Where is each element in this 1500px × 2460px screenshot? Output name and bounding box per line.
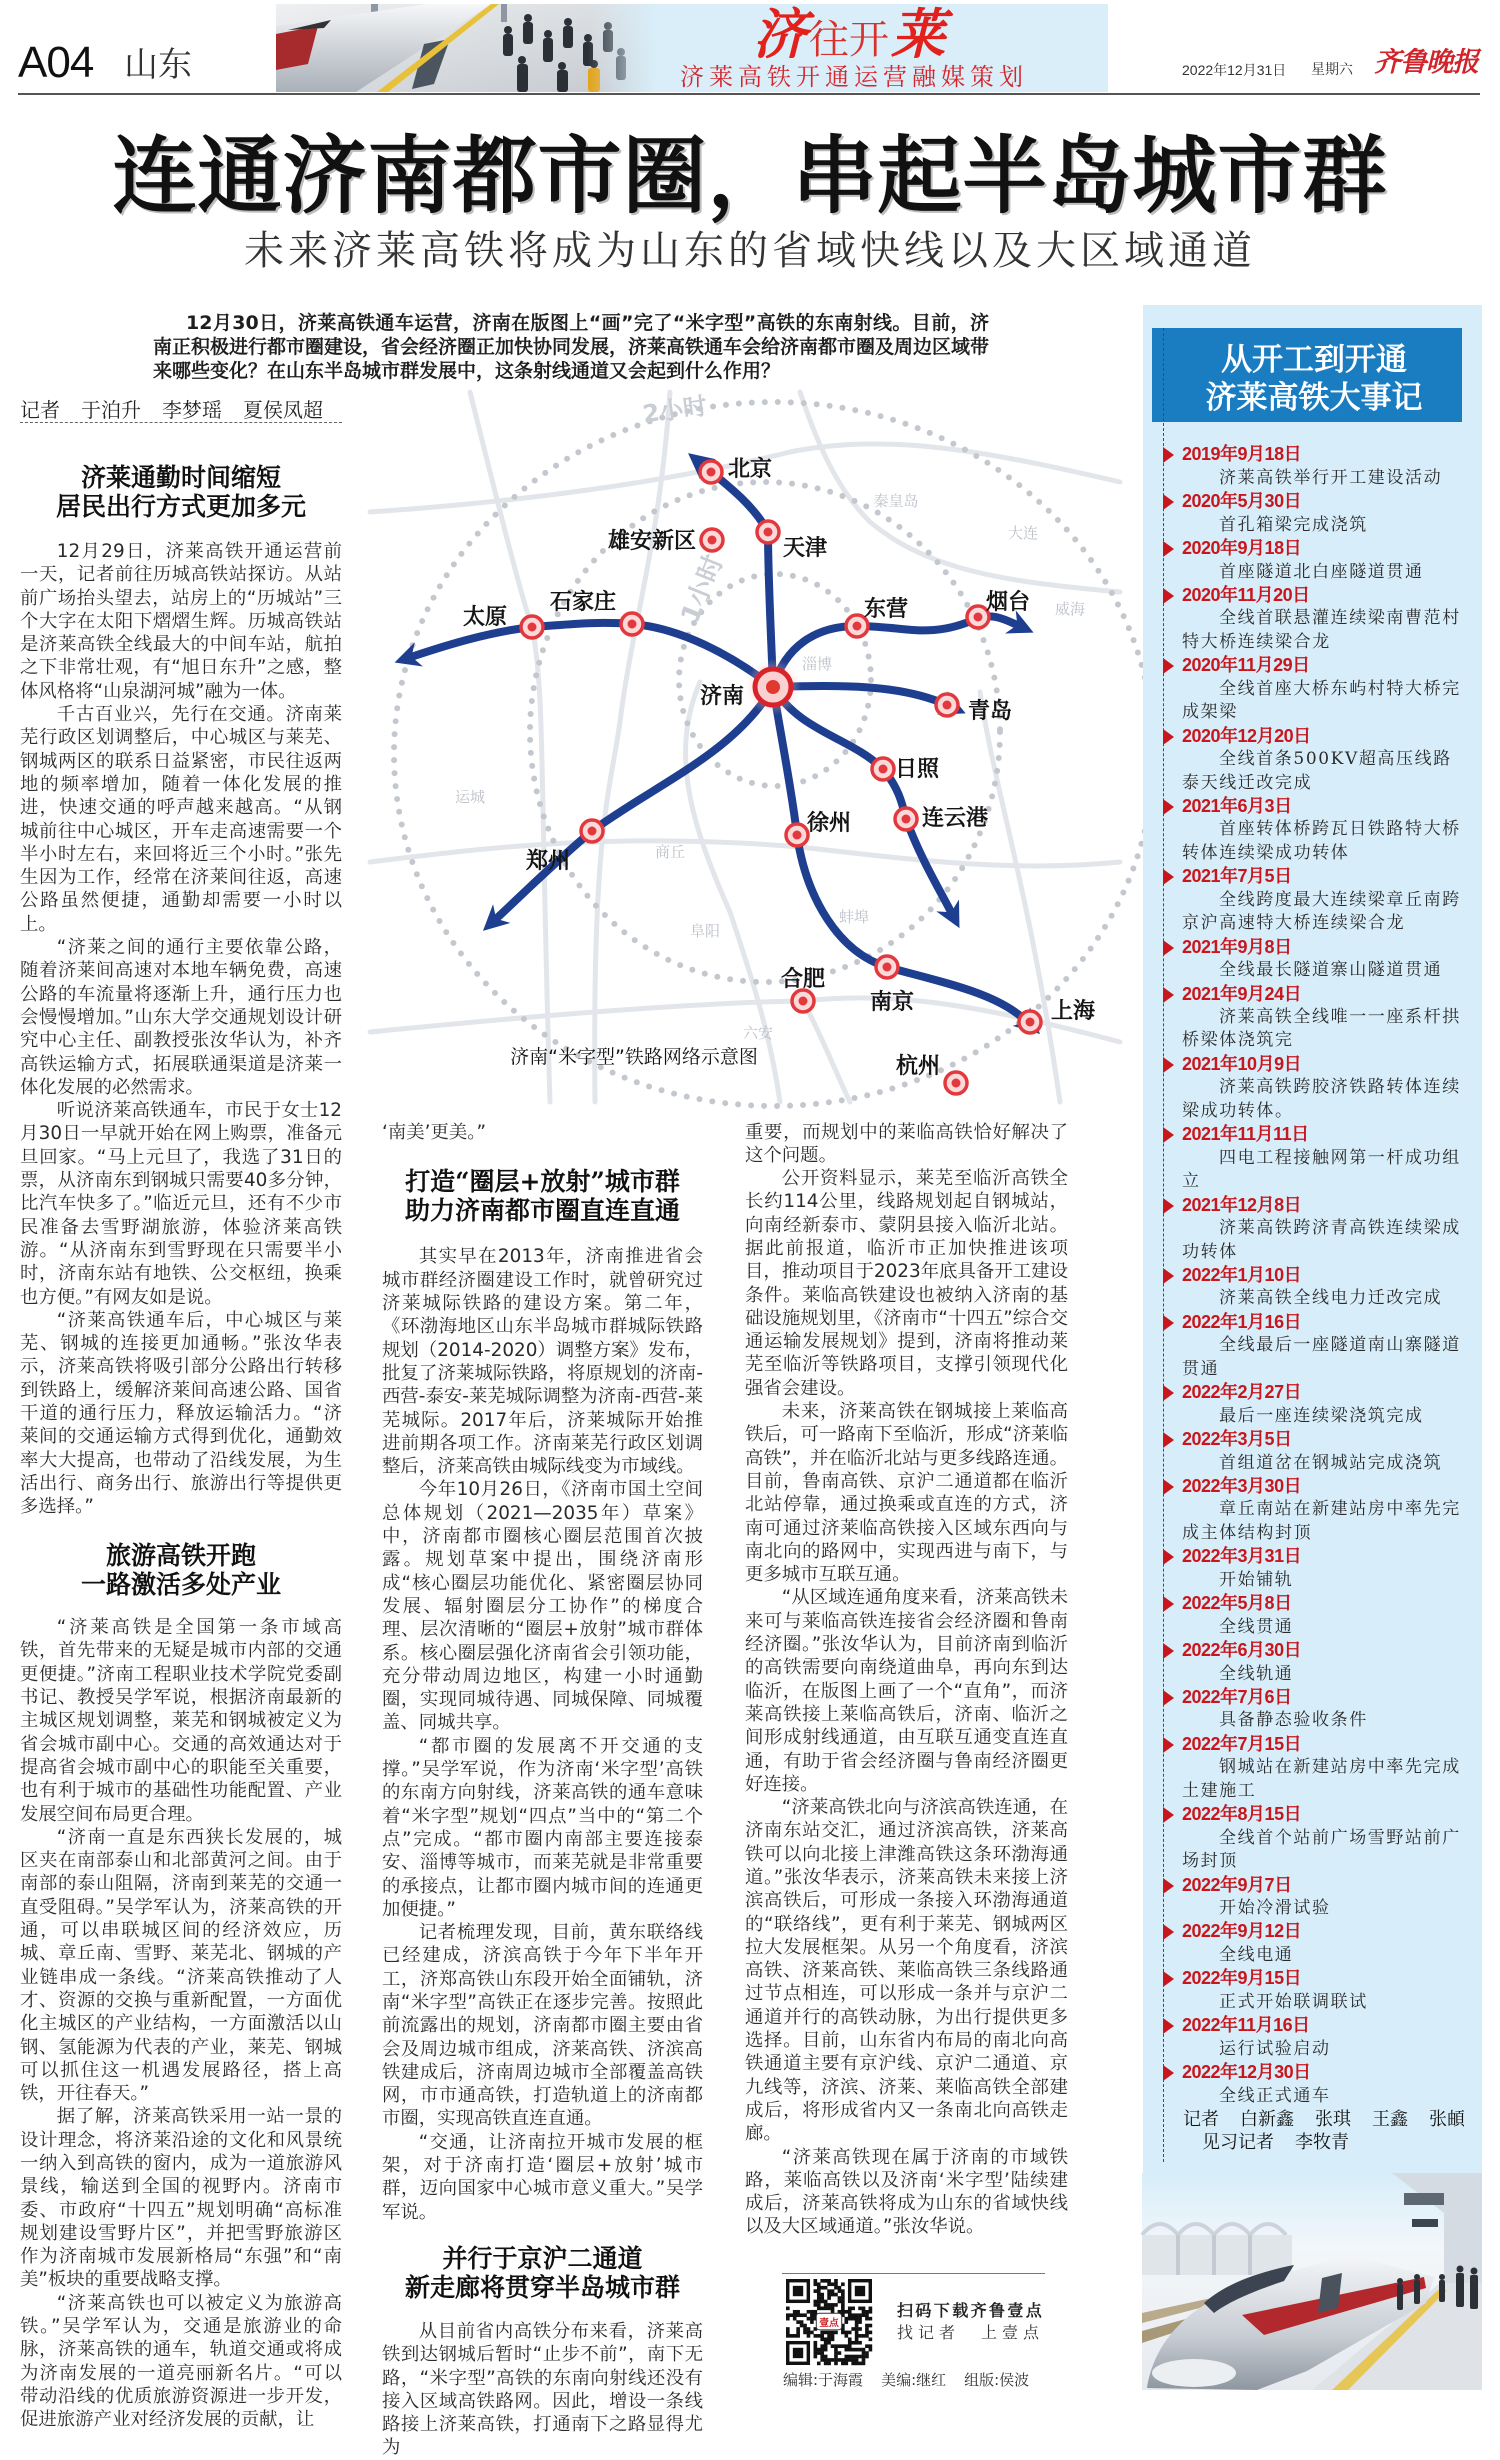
triangle-marker-icon (1163, 588, 1174, 604)
event-date (1182, 1264, 1465, 1287)
banner-photo (276, 4, 656, 92)
event-description: 四电工程接触网第一杆成功组立 (1182, 1147, 1461, 1192)
banner-subtitle: 济莱高铁开通运营融媒策划 (680, 63, 1028, 91)
city-label-nanjing: 南京 (869, 990, 915, 1015)
city-label-zhengzhou: 郑州 (525, 849, 571, 874)
event-description: 全线首座大桥东屿村特大桥完成架梁 (1182, 678, 1461, 723)
triangle-marker-icon (1163, 1643, 1174, 1659)
triangle-marker-icon (1163, 729, 1174, 745)
event-date (1182, 983, 1465, 1006)
timeline-sidebar (1143, 305, 1482, 2390)
event-date (1182, 1053, 1465, 1076)
event-date (1182, 654, 1465, 677)
city-label-rizhao: 日照 (894, 757, 940, 782)
timeline-event (1182, 2014, 1465, 2061)
timeline-event (1182, 584, 1465, 654)
city-label-shijiazhuang: 石家庄 (549, 590, 617, 615)
paragraph: “济南一直是东西狭长发展的，城区夹在南部泰山和北部黄河之间。由于南部的泰山阻隔，济南到莱芜的交通一直受阻碍。”吴学军认为，济莱高铁的开通，可以串联城区间的经济效应，历城、章丘南、雪野、莱芜北、钢城的产业链串成一条线。“济莱高铁推动了人才、资源的交换与重新配置，一方面优化主城区的产业结构，一方面激活以山钢、氢能源为代表的产业，莱芜、钢城可以抓住这一机遇发展路径，搭上高铁，开往春天。” (20, 1826, 342, 2105)
event-date-text: 2021年9月8日 (1182, 936, 1292, 957)
triangle-marker-icon (1163, 940, 1174, 956)
timeline-event (1182, 1053, 1465, 1123)
event-description: 全线首条500KV超高压线路泰天线迁改完成 (1182, 749, 1452, 793)
city-label-xiongan: 雄安新区 (607, 529, 697, 554)
place-label-luan: 六安 (742, 1024, 774, 1042)
timeline-event (1182, 1803, 1465, 1873)
triangle-marker-icon (1163, 541, 1174, 557)
qr-caption-line: 找记者 上壹点 (897, 2323, 1045, 2342)
event-date-text: 2022年1月10日 (1182, 1264, 1302, 1285)
section-heading-line: 旅游高铁开跑 (105, 1541, 256, 1571)
event-date-text: 2020年12月20日 (1182, 725, 1311, 746)
header-divider (18, 93, 1480, 95)
event-description: 济莱高铁跨济青高铁连续梁成功转体 (1182, 1218, 1461, 1262)
event-date-text: 2020年11月20日 (1182, 584, 1310, 605)
triangle-marker-icon (1163, 658, 1174, 674)
event-date (1182, 1639, 1465, 1662)
place-label-weihai: 威海 (1054, 600, 1086, 618)
event-date (1182, 2061, 1465, 2084)
event-date (1182, 1428, 1465, 1451)
newspaper-logo: 齐鲁晚报 (1374, 47, 1478, 78)
timeline-event (1182, 936, 1465, 983)
footer-divider (782, 2273, 1045, 2274)
event-date (1182, 1592, 1465, 1615)
qr-caption-line: 扫码下载齐鲁壹点 (897, 2301, 1045, 2320)
banner-title-char-ji: 济 (753, 2, 807, 66)
timeline-event (1182, 725, 1465, 795)
event-date-text: 2021年6月3日 (1182, 796, 1292, 816)
paragraph: “济莱高铁北向与济滨高铁连通，在济南东站交汇，通过济滨高铁，济莱高铁可以向北接上津潍高铁这条环渤海通道。”张汝华表示，济莱高铁未来接上济滨高铁后，可形成一条接入环渤海通道的“联络线”，更有利于莱芜、钢城两区拉大发展框架。从另一个角度看，济滨高铁、济莱高铁、莱临高铁三条线路通过节点相连，可以形成一条并与京沪二通道并行的高铁动脉，为出行提供更多选择。目前，山东省内布局的南北向高铁通道主要有京沪线、京沪二通道、京九线等，济滨、济莱、莱临高铁全部建成后，将形成省内又一条南北向高铁走廊。 (745, 1797, 1068, 2145)
city-label-hangzhou: 杭州 (895, 1054, 941, 1079)
event-description: 全线正式通车 (1219, 2085, 1331, 2106)
paragraph: “济莱高铁也可以被定义为旅游高铁。”吴学军认为，交通是旅游业的命脉，济莱高铁的通车，轨道交通或将成为济南发展的一道亮丽新名片。“可以带动沿线的优质旅游资源进一步开发，促进旅游产业对经济发展的贡献，让 (20, 2292, 342, 2431)
timeline-event (1182, 865, 1465, 935)
interns-label: 见习记者 (1202, 2132, 1274, 2154)
event-date (1182, 1475, 1465, 1498)
event-description: 全线最后一座隧道南山寨隧道贯通 (1182, 1335, 1461, 1379)
page-number: A04 (18, 38, 94, 87)
paragraph: 其实早在2013年，济南推进省会城市群经济圈建设工作时，就曾研究过济莱城际铁路的建设方案。第二年，《环渤海地区山东半岛城市群城际铁路规划（2014-2020）调整方案》发布，批复了济莱城际铁路，将原规划的济南-西营-泰安-莱芜城际调整为济南-西营-莱芜城际。2017年后，济莱城际开始推进前期各项工作。济南莱芜行政区划调整后，济莱高铁由城际线变为市域线。 (382, 1246, 703, 1478)
event-date (1182, 1920, 1465, 1943)
event-date (1182, 1967, 1465, 1990)
paragraph: 公开资料显示，莱芜至临沂高铁全长约114公里，线路规划起自钢城站，向南经新泰市、蒙阴县接入临沂北站。据此前报道，临沂市正加快推进该项目，推动项目于2023年底具备开工建设条件。莱临高铁建设也被纳入济南的基础设施规划里，《济南市“十四五”综合交通运输发展规划》提到，济南将推动莱芜至临沂等铁路项目，支撑引领现代化强省会建设。 (745, 1168, 1068, 1399)
paragraph: 未来，济莱高铁在钢城接上莱临高铁后，可一路南下至临沂，形成“济莱临高铁”，并在临沂北站与更多线路连通。目前，鲁南高铁、京沪二通道都在临沂北站停靠，通过换乘或直连的方式，济南可通过济莱临高铁接入区域东西向与南北向的路网中，实现西进与南下，与更多城市互联互通。 (745, 1401, 1068, 1586)
byline (20, 398, 342, 423)
event-description: 章丘南站在新建站房中率先完成主体结构封顶 (1182, 1499, 1461, 1543)
section-heading-line: 助力济南都市圈直连直通 (404, 1196, 680, 1226)
triangle-marker-icon (1163, 1385, 1174, 1401)
event-date-text: 2022年9月15日 (1182, 1968, 1302, 1989)
event-date-text: 2022年9月12日 (1182, 1921, 1302, 1942)
event-date-text: 2022年3月30日 (1182, 1475, 1302, 1496)
section-heading (382, 2244, 703, 2302)
timeline-event (1182, 490, 1465, 537)
triangle-marker-icon (1163, 1878, 1174, 1894)
place-label-zibo: 淄博 (801, 655, 833, 673)
timeline-title-line: 从开工到开通 (1221, 342, 1407, 378)
special-report-banner (276, 4, 1108, 92)
city-label-taiyuan: 太原 (462, 605, 508, 630)
place-label-fuyang: 阜阳 (689, 922, 721, 940)
byline-name: 夏侯凤超 (243, 398, 323, 422)
event-description: 首孔箱梁完成浇筑 (1219, 514, 1368, 535)
paragraph: 千古百业兴，先行在交通。济南莱芜行政区划调整后，中心城区与莱芜、钢城两区的联系日益紧密，市民往返两地的频率增加，随着一体化发展的推进，快速交通的呼声越来越高。“从钢城前往中心城区，开车走高速需要一个半小时左右，来回将近三个小时。”张先生因为工作，经常在济莱间往返，高速公路虽然便捷，通勤却需要一小时以上。 (20, 704, 342, 935)
event-description: 开始铺轨 (1219, 1569, 1294, 1590)
city-label-tianjin: 天津 (782, 536, 828, 561)
event-date (1182, 443, 1465, 466)
triangle-marker-icon (1163, 2018, 1174, 2034)
event-date-text: 2022年9月7日 (1182, 1874, 1292, 1895)
triangle-marker-icon (1163, 447, 1174, 463)
event-date-text: 2019年9月18日 (1182, 444, 1302, 465)
city-label-hefei: 合肥 (780, 967, 826, 992)
timeline-credits (1183, 2108, 1465, 2155)
event-date-text: 2022年3月5日 (1182, 1429, 1292, 1450)
triangle-marker-icon (1163, 799, 1174, 815)
city-label-jinan: 济南 (699, 684, 745, 709)
city-label-xuzhou: 徐州 (806, 811, 852, 836)
event-description: 开始冷滑试验 (1219, 1898, 1331, 1918)
triangle-marker-icon (1163, 1479, 1174, 1495)
timeline-event (1182, 1123, 1465, 1193)
event-description: 具备静态验收条件 (1219, 1710, 1368, 1731)
event-date (1182, 2014, 1465, 2037)
reporter-name: 张琪 (1315, 2109, 1351, 2130)
event-date-text: 2022年3月31日 (1182, 1546, 1302, 1567)
event-date-text: 2021年9月24日 (1182, 983, 1302, 1004)
event-description: 首座隧道北白座隧道贯通 (1219, 561, 1424, 582)
timeline-event (1182, 1381, 1465, 1428)
event-description: 济莱高铁全线电力迁改完成 (1219, 1288, 1443, 1309)
credit-designer: 美编:继红 (881, 2371, 947, 2389)
timeline-event (1182, 2061, 1465, 2108)
event-date (1182, 725, 1465, 748)
article-column-3 (745, 1121, 1068, 2239)
event-date-text: 2022年12月30日 (1182, 2062, 1311, 2083)
triangle-marker-icon (1163, 869, 1174, 885)
event-description: 济莱高铁跨胶济铁路转体连续梁成功转体。 (1182, 1077, 1461, 1121)
triangle-marker-icon (1163, 1127, 1174, 1143)
triangle-marker-icon (1163, 1057, 1174, 1073)
paragraph: 今年10月26日，《济南市国土空间总体规划（2021—2035年）草案》中，济南都市圈核心圈层范围首次披露。规划草案中提出，围绕济南形成“核心圈层功能优化、紧密圈层协同发展、辐射圈层分工协作”的梯度合理、层次清晰的“圈层+放射”城市群体系。核心圈层强化济南省会引领功能，充分带动周边地区，构建一小时通勤圈，实现同城待遇、同城保障、同城覆盖、同城共享。 (382, 1479, 703, 1734)
event-description: 首组道岔在钢城站完成浇筑 (1219, 1452, 1443, 1473)
section-heading-line: 打造“圈层+放射”城市群 (405, 1167, 680, 1197)
event-date (1182, 1123, 1465, 1146)
timeline-event (1182, 443, 1465, 490)
paragraph: 从目前省内高铁分布来看，济莱高铁到达钢城后暂时“止步不前”，南下无路，“米字型”高铁的东南向射线还没有接入区域高铁路网。因此，增设一条线路接上济莱高铁，打通南下之路显得尤为 (382, 2320, 703, 2459)
timeline-event (1182, 1311, 1465, 1381)
map-caption: 济南“米字型”铁路网络示意图 (510, 1046, 758, 1068)
event-description: 全线首联悬灌连续梁南曹范村特大桥连续梁合龙 (1182, 608, 1461, 652)
event-date-text: 2022年5月8日 (1182, 1593, 1292, 1614)
event-date (1182, 1803, 1465, 1826)
paragraph: 记者梳理发现，目前，黄东联络线已经建成，济滨高铁于今年下半年开工，济郑高铁山东段开始全面铺轨，济南“米字型”高铁正在逐步完善。按照此前流露出的规划，济南都市圈主要由省会及周边城市组成，济莱高铁、济滨高铁建成后，济南周边城市全部覆盖高铁网，市市通高铁，打造轨道上的济南都市圈，实现高铁直连直通。 (382, 1922, 703, 2130)
timeline-reporters (1183, 2108, 1465, 2131)
place-label-shangqiu: 商丘 (654, 843, 686, 861)
lead-paragraph: 12月30日，济莱高铁通车运营，济南在版图上“画”完了“米字型”高铁的东南射线。目前，济南正积极进行都市圈建设，省会经济圈正加快协同发展，济莱高铁通车会给济南都市圈及周边区域带来哪些变化？在山东半岛城市群发展中，这条射线通道又会起到什么作用？ (153, 312, 990, 382)
event-date-text: 2022年1月16日 (1182, 1311, 1302, 1332)
event-date (1182, 537, 1465, 560)
triangle-marker-icon (1163, 1807, 1174, 1823)
byline-name: 于泊升 (81, 398, 141, 422)
triangle-marker-icon (1163, 1432, 1174, 1448)
paragraph: 据了解，济莱高铁采用一站一景的设计理念，将济莱沿途的文化和风景统一纳入到高铁的窗内，成为一道旅游风景线，输送到全国的视野内。济南市委、市政府“十四五”规划明确“高标准规划建设雪野片区”，并把雪野旅游区作为济南城市发展新格局“东强”和“南美”板块的重要战略支撑。 (20, 2106, 342, 2291)
place-label-dalian: 大连 (1007, 524, 1039, 542)
intern-name: 李牧青 (1295, 2132, 1349, 2154)
triangle-marker-icon (1163, 1198, 1174, 1214)
event-description: 首座转体桥跨瓦日铁路特大桥转体连续梁成功转体 (1182, 819, 1461, 863)
reporters-label: 记者 (1183, 2109, 1219, 2130)
triangle-marker-icon (1163, 1315, 1174, 1331)
timeline-event (1182, 1686, 1465, 1733)
place-label-bengbu: 蚌埠 (838, 908, 870, 926)
timeline-event (1182, 1967, 1465, 2014)
section-heading-line: 并行于京沪二通道 (442, 2243, 643, 2273)
event-description: 全线最长隧道寨山隧道贯通 (1219, 960, 1443, 981)
timeline-event (1182, 654, 1465, 724)
paragraph: “从区域连通角度来看，济莱高铁未来可与莱临高铁连接省会经济圈和鲁南经济圈。”张汝华认为，目前济南到临沂的高铁需要向南绕道曲阜，再向东到达临沂，在版图上画了一个“直角”，而济莱高铁接上莱临高铁后，济南、临沂之间形成射线通道，由互联互通变直连直通，有助于省会经济圈与鲁南经济圈更好连接。 (745, 1587, 1068, 1795)
byline-name: 李梦瑶 (162, 398, 222, 422)
issue-date: 2022年12月31日 (1182, 62, 1287, 78)
place-label-qinhuangdao: 秦皇岛 (873, 492, 919, 510)
credit-editor: 编辑:于海霞 (783, 2371, 864, 2389)
timeline-event (1182, 1639, 1465, 1686)
event-date-text: 2021年7月5日 (1182, 866, 1292, 887)
triangle-marker-icon (1163, 1690, 1174, 1706)
credit-layout: 组版:侯波 (964, 2371, 1030, 2389)
paragraph: “交通，让济南拉开城市发展的框架，对于济南打造‘圈层+放射’城市群，迈向国家中心城市意义重大。”吴学军说。 (382, 2131, 703, 2223)
event-date (1182, 1311, 1465, 1334)
timeline-events (1182, 443, 1465, 2108)
event-description: 济莱高铁全线唯一一座系杆拱桥梁体浇筑完 (1182, 1007, 1461, 1051)
timeline-event (1182, 1194, 1465, 1264)
ring-label-2h: 2小时 (640, 391, 709, 429)
timeline-title-line: 济莱高铁大事记 (1205, 380, 1423, 416)
train-photo (1142, 2173, 1482, 2390)
banner-title-middle: 往开 (809, 17, 889, 63)
paragraph: 听说济莱高铁通车，市民于女士12月30日一早就开始在网上购票，准备元旦回家。“马上元旦了，我选了31日的票，从济南东到钢城只需要40多分钟，比汽车快多了。”临近元旦，还有不少市民准备去雪野湖旅游，体验济莱高铁游。“从济南东到雪野现在只需要半小时，济南东站有地铁、公交枢纽，换乘也方便。”有网友如是说。 (20, 1100, 342, 1308)
railway-network-map (370, 392, 1120, 1102)
timeline-event (1182, 795, 1465, 865)
timeline-event (1182, 1545, 1465, 1592)
timeline-interns (1183, 2131, 1465, 2154)
city-label-beijing: 北京 (727, 457, 773, 482)
event-date-text: 2022年8月15日 (1182, 1804, 1302, 1825)
event-date-text: 2020年9月18日 (1182, 538, 1302, 559)
page-headline: 连通济南都市圈，串起半岛城市群 (112, 126, 1388, 225)
event-date (1182, 865, 1465, 888)
event-description: 最后一座连续梁浇筑完成 (1219, 1405, 1424, 1426)
triangle-marker-icon (1163, 1596, 1174, 1612)
reporter-name: 王鑫 (1372, 2109, 1408, 2130)
event-description: 钢城站在新建站房中率先完成土建施工 (1182, 1757, 1461, 1801)
timeline-event (1182, 1874, 1465, 1921)
event-date (1182, 1686, 1465, 1709)
section-heading-line: 新走廊将贯穿半岛城市群 (404, 2272, 680, 2302)
editorial-credits (783, 2371, 1029, 2389)
timeline-event (1182, 1475, 1465, 1545)
qr-code (785, 2279, 873, 2365)
event-description: 全线跨度最大连续梁章丘南跨京沪高速特大桥连续梁合龙 (1182, 889, 1461, 934)
triangle-marker-icon (1163, 2065, 1174, 2081)
triangle-marker-icon (1163, 1549, 1174, 1565)
event-description: 正式开始联调联试 (1219, 1991, 1368, 2012)
event-date (1182, 1194, 1465, 1217)
timeline-event (1182, 537, 1465, 584)
event-description: 全线轨通 (1219, 1663, 1294, 1684)
triangle-marker-icon (1163, 987, 1174, 1003)
event-date-text: 2022年7月15日 (1182, 1733, 1302, 1754)
section-heading (382, 1167, 703, 1225)
ring-label-1h: 1小时 (675, 550, 730, 628)
triangle-marker-icon (1163, 494, 1174, 510)
event-date-text: 2020年11月29日 (1182, 655, 1310, 676)
page-subheadline: 未来济莱高铁将成为山东的省域快线以及大区域通道 (244, 228, 1256, 274)
city-label-qingdao: 青岛 (967, 699, 1013, 724)
event-date-text: 2021年12月8日 (1182, 1194, 1302, 1215)
event-date (1182, 490, 1465, 513)
article-column-2 (382, 1121, 703, 2460)
event-description: 运行试验启动 (1219, 2038, 1331, 2059)
place-label-yuncheng: 运城 (454, 788, 486, 806)
timeline-event (1182, 1733, 1465, 1803)
event-description: 全线贯通 (1219, 1616, 1294, 1637)
paragraph: “济莱之间的通行主要依靠公路，随着济莱间高速对本地车辆免费，高速公路的车流量将逐渐上升，通行压力也会慢慢增加。”山东大学交通规划设计研究中心主任、副教授张汝华认为，补齐高铁运输方式，拓展联通渠道是济莱一体化发展的必然需求。 (20, 937, 342, 1098)
city-label-yantai: 烟台 (985, 590, 1031, 615)
issue-weekday: 星期六 (1311, 62, 1353, 78)
paragraph: 12月29日，济莱高铁开通运营前一天，记者前往历城高铁站探访。从站前广场抬头望去，站房上的“历城站”三个大字在太阳下熠熠生辉。历城高铁站是济莱高铁全线最大的中间车站，航拍之下非常壮观，有“旭日东升”之感，整体风格将“山泉湖河城”融为一体。 (20, 541, 342, 702)
paragraph: “济莱高铁是全国第一条市域高铁，首先带来的无疑是城市内部的交通更便捷。”济南工程职业技术学院党委副书记、教授吴学军说，根据济南最新的主城区规划调整，莱芜和钢城被定义为省会城市副中心。交通的高效通达对于提高省会城市副中心的职能至关重要，也有利于城市的基础性功能配置、产业发展空间布局更合理。 (20, 1617, 342, 1825)
section-name: 山东 (124, 45, 192, 85)
timeline-event (1182, 1428, 1465, 1475)
event-date-text: 2022年6月30日 (1182, 1640, 1302, 1661)
triangle-marker-icon (1163, 1971, 1174, 1987)
section-heading (20, 463, 342, 521)
event-date (1182, 795, 1465, 818)
timeline-event (1182, 983, 1465, 1053)
event-date-text: 2021年10月9日 (1182, 1053, 1302, 1074)
hub-marker-jinan (745, 659, 801, 715)
byline-label: 记者 (20, 398, 60, 422)
paragraph-continued: 重要，而规划中的莱临高铁恰好解决了这个问题。 (745, 1121, 1068, 1166)
event-description: 全线电通 (1219, 1944, 1294, 1965)
event-date (1182, 936, 1465, 959)
paragraph: “济莱高铁现在属于济南的市域铁路，莱临高铁以及济南‘米字型’陆续建成后，济莱高铁将成为山东的省域快线以及大区域通道。”张汝华说。 (745, 2146, 1068, 2238)
section-heading-line: 一路激活多处产业 (80, 1570, 281, 1600)
banner-title-char-lai: 莱 (891, 2, 945, 66)
event-description: 全线首个站前广场雪野站前广场封顶 (1182, 1827, 1461, 1872)
city-label-shanghai: 上海 (1050, 999, 1096, 1024)
event-date-text: 2022年7月6日 (1182, 1686, 1292, 1707)
article-column-1 (20, 398, 342, 2432)
event-date-text: 2022年11月16日 (1182, 2015, 1310, 2036)
section-heading-line: 居民出行方式更加多元 (55, 492, 306, 521)
paragraph-continued: ‘南美’更美。” (382, 1121, 486, 1143)
event-date (1182, 1874, 1465, 1897)
qr-logo: 壹点 (819, 2317, 839, 2329)
triangle-marker-icon (1163, 1268, 1174, 1284)
section-heading-line: 济莱通勤时间缩短 (80, 463, 281, 492)
triangle-marker-icon (1163, 1924, 1174, 1940)
city-label-dongying: 东营 (863, 597, 909, 622)
event-date (1182, 1733, 1465, 1756)
city-label-lianyungang: 连云港 (921, 806, 989, 831)
triangle-marker-icon (1163, 1737, 1174, 1753)
paragraph: “济莱高铁通车后，中心城区与莱芜、钢城的连接更加通畅。”张汝华表示，济莱高铁将吸引部分公路出行转移到铁路上，缓解济莱间高速公路、国省干道的通行压力，释放运输活力。“济莱间的交通运输方式得到优化，通勤效率大大提高，也带动了沿线发展，为生活出行、商务出行、旅游出行等提供更多选择。” (20, 1309, 342, 1518)
event-date (1182, 1381, 1465, 1404)
timeline-event (1182, 1920, 1465, 1967)
timeline-title (1152, 328, 1462, 422)
paragraph: “都市圈的发展离不开交通的支撑。”吴学军说，作为济南‘米字型’高铁的东南方向射线，济莱高铁的通车意味着“米字型”规划“四点”当中的“第二个点”完成。“都市圈内南部主要连接泰安、淄博等城市，而莱芜就是非常重要的承接点，让都市圈内城市间的连通更加便捷。” (382, 1735, 703, 1920)
timeline-event (1182, 1592, 1465, 1639)
section-heading (20, 1541, 342, 1599)
event-date-text: 2020年5月30日 (1182, 491, 1302, 512)
event-date-text: 2021年11月11日 (1182, 1124, 1309, 1145)
event-description: 济莱高铁举行开工建设活动 (1219, 467, 1443, 488)
event-date (1182, 1545, 1465, 1568)
reporter-name: 张頔 (1429, 2109, 1465, 2130)
timeline-event (1182, 1264, 1465, 1311)
event-date-text: 2022年2月27日 (1182, 1382, 1302, 1403)
reporter-name: 白新鑫 (1240, 2109, 1294, 2130)
event-date (1182, 584, 1465, 607)
